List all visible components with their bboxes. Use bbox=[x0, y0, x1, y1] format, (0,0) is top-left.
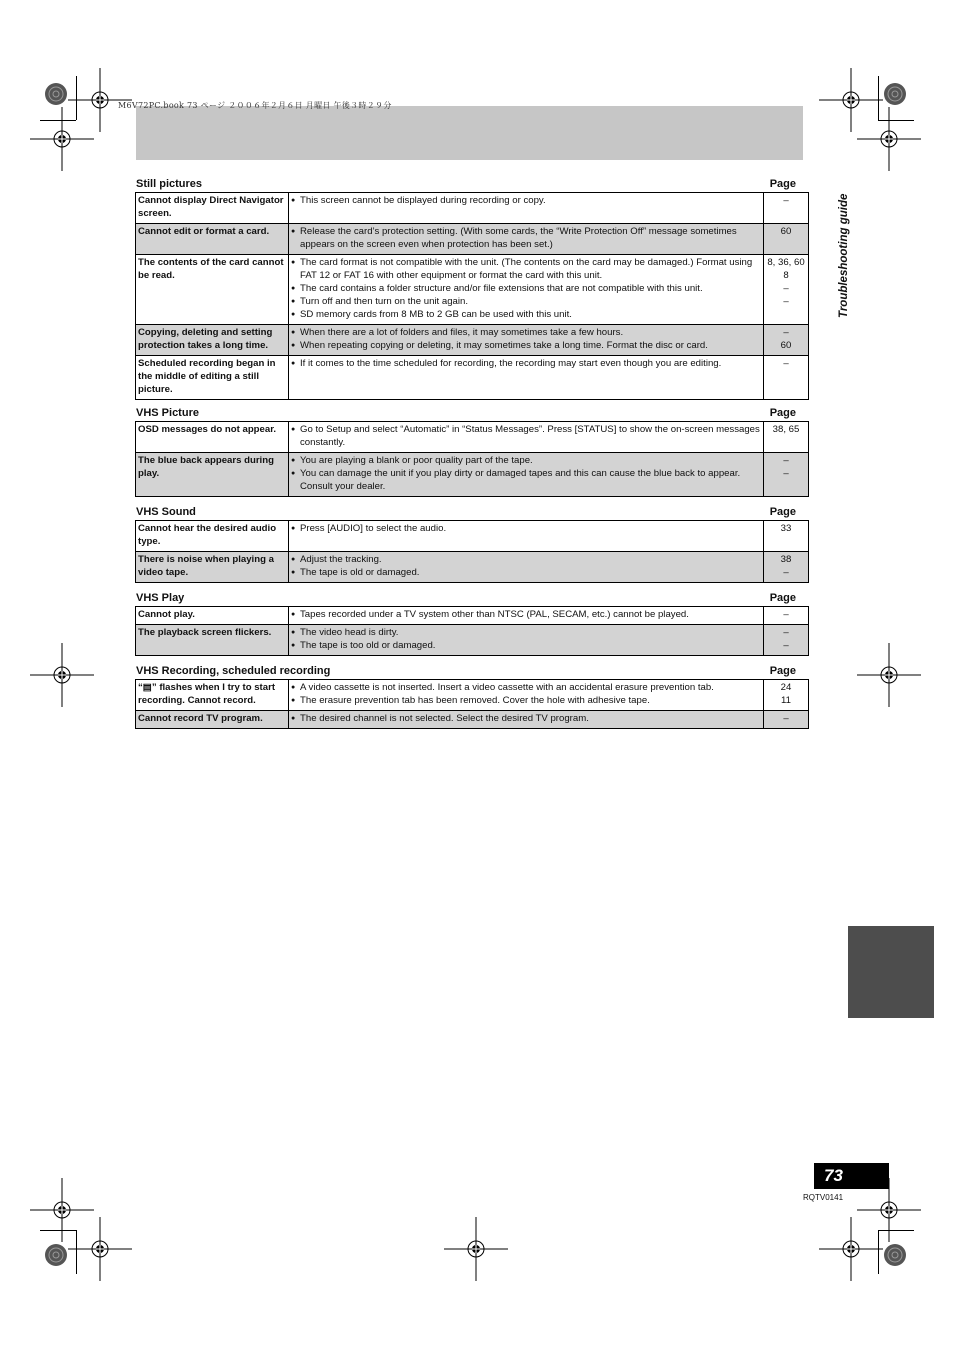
registration-crosshair bbox=[30, 643, 94, 707]
page-column-label: Page bbox=[769, 665, 796, 677]
section-title: VHS Picture bbox=[136, 407, 199, 419]
solution-cell bbox=[289, 422, 764, 453]
solution-item: ● The video head is dirty. bbox=[291, 626, 761, 639]
page-cell bbox=[764, 422, 809, 453]
page-cell bbox=[764, 607, 809, 625]
problem-cell: The contents of the card cannot be read. bbox=[136, 255, 289, 325]
page-cell bbox=[764, 453, 809, 497]
registration-crosshair bbox=[857, 643, 921, 707]
page-reference: – bbox=[783, 640, 789, 651]
page-column-label: Page bbox=[769, 178, 796, 190]
page-reference: 60 bbox=[780, 226, 792, 237]
page-cell bbox=[764, 680, 809, 711]
page-reference: – bbox=[783, 358, 789, 369]
section bbox=[135, 663, 804, 729]
section-header bbox=[135, 405, 804, 421]
page-cell bbox=[764, 625, 809, 656]
table-row bbox=[136, 356, 809, 400]
crop-line bbox=[878, 1230, 879, 1274]
crop-line bbox=[878, 76, 879, 120]
page-cell bbox=[764, 325, 809, 356]
solution-cell bbox=[289, 607, 764, 625]
page-reference: – bbox=[783, 455, 789, 466]
solution-item: ● When there are a lot of folders and files, it may sometimes take a few hours. bbox=[291, 326, 761, 339]
registration-crosshair bbox=[444, 1217, 508, 1281]
page-cell bbox=[764, 224, 809, 255]
page-reference: 33 bbox=[780, 523, 792, 534]
page-reference: 38 bbox=[780, 554, 792, 565]
troubleshooting-table bbox=[135, 192, 809, 400]
table-row bbox=[136, 453, 809, 497]
solution-item: ● The card format is not compatible with the unit. (The contents on the card may be damaged.) Format using FAT 12 or FAT 16 with other equipment or format the card with this unit. bbox=[291, 256, 761, 282]
table-row bbox=[136, 680, 809, 711]
page-cell bbox=[764, 193, 809, 224]
problem-cell: Cannot play. bbox=[136, 607, 289, 625]
page-reference: 8 bbox=[783, 270, 789, 281]
doc-code: RQTV0141 bbox=[803, 1193, 844, 1202]
problem-cell: OSD messages do not appear. bbox=[136, 422, 289, 453]
problem-cell: “▤” flashes when I try to start recording. Cannot record. bbox=[136, 680, 289, 711]
solution-item: ● Go to Setup and select “Automatic” in “Status Messages”. Press [STATUS] to show the on-screen messages constantly. bbox=[291, 423, 761, 449]
solution-cell bbox=[289, 711, 764, 729]
section-header bbox=[135, 504, 804, 520]
page-number: 73 bbox=[814, 1163, 889, 1189]
section bbox=[135, 405, 804, 497]
solution-item: ● Release the card’s protection setting. (With some cards, the “Write Protection Off” message sometimes appears on the screen even when protection has been set.) bbox=[291, 225, 761, 251]
page-reference: 60 bbox=[780, 340, 792, 351]
page-reference: – bbox=[783, 567, 789, 578]
section bbox=[135, 176, 804, 400]
troubleshooting-table bbox=[135, 520, 809, 583]
table-row bbox=[136, 193, 809, 224]
registration-disc bbox=[44, 1243, 68, 1267]
crop-line bbox=[40, 1230, 76, 1231]
solution-item: ● When repeating copying or deleting, it may sometimes take a long time. Format the disc or card. bbox=[291, 339, 761, 352]
solution-cell bbox=[289, 356, 764, 400]
solution-cell bbox=[289, 325, 764, 356]
problem-cell: The playback screen flickers. bbox=[136, 625, 289, 656]
table-row bbox=[136, 607, 809, 625]
problem-cell: Cannot hear the desired audio type. bbox=[136, 521, 289, 552]
solution-item: ● Turn off and then turn on the unit again. bbox=[291, 295, 761, 308]
page-reference: – bbox=[783, 327, 789, 338]
section-title: VHS Sound bbox=[136, 506, 196, 518]
page-reference: – bbox=[783, 283, 789, 294]
page-reference: – bbox=[783, 609, 789, 620]
page-reference: – bbox=[783, 195, 789, 206]
page-cell bbox=[764, 521, 809, 552]
registration-disc bbox=[883, 82, 907, 106]
page-reference: – bbox=[783, 713, 789, 724]
solution-cell bbox=[289, 625, 764, 656]
table-row bbox=[136, 224, 809, 255]
problem-cell: Cannot record TV program. bbox=[136, 711, 289, 729]
problem-cell: Cannot display Direct Navigator screen. bbox=[136, 193, 289, 224]
side-title-text: Troubleshooting guide bbox=[838, 193, 850, 318]
solution-cell bbox=[289, 680, 764, 711]
solution-item: ● The erasure prevention tab has been removed. Cover the hole with adhesive tape. bbox=[291, 694, 761, 707]
registration-crosshair bbox=[857, 1178, 921, 1242]
page-cell bbox=[764, 356, 809, 400]
solution-cell bbox=[289, 552, 764, 583]
table-row bbox=[136, 422, 809, 453]
page-reference: – bbox=[783, 627, 789, 638]
page-cell bbox=[764, 552, 809, 583]
page-reference: – bbox=[783, 296, 789, 307]
header-bar bbox=[136, 106, 803, 160]
solution-item: ● Tapes recorded under a TV system other than NTSC (PAL, SECAM, etc.) cannot be played. bbox=[291, 608, 761, 621]
problem-cell: There is noise when playing a video tape. bbox=[136, 552, 289, 583]
solution-cell bbox=[289, 453, 764, 497]
solution-item: ● The tape is old or damaged. bbox=[291, 566, 761, 579]
solution-item: ● Adjust the tracking. bbox=[291, 553, 761, 566]
page-column-label: Page bbox=[769, 407, 796, 419]
troubleshooting-table bbox=[135, 606, 809, 656]
table-row bbox=[136, 255, 809, 325]
problem-cell: Copying, deleting and setting protection takes a long time. bbox=[136, 325, 289, 356]
crop-line bbox=[40, 120, 76, 121]
troubleshooting-table bbox=[135, 679, 809, 729]
problem-cell: The blue back appears during play. bbox=[136, 453, 289, 497]
solution-item: ● SD memory cards from 8 MB to 2 GB can be used with this unit. bbox=[291, 308, 761, 321]
table-row bbox=[136, 325, 809, 356]
crop-line bbox=[76, 1230, 77, 1274]
problem-cell: Scheduled recording began in the middle of editing a still picture. bbox=[136, 356, 289, 400]
printer-line: M6V72PC.book 73 ページ ２００６年２月６日 月曜日 午後３時２９分 bbox=[118, 101, 392, 110]
page-column-label: Page bbox=[769, 506, 796, 518]
table-row bbox=[136, 711, 809, 729]
section-header bbox=[135, 590, 804, 606]
solution-item: ● The card contains a folder structure and/or file extensions that are not compatible with this unit. bbox=[291, 282, 761, 295]
page-reference: 8, 36, 60 bbox=[767, 257, 805, 268]
crop-line bbox=[878, 120, 914, 121]
section-title: VHS Recording, scheduled recording bbox=[136, 665, 331, 677]
solution-cell bbox=[289, 255, 764, 325]
solution-item: ● If it comes to the time scheduled for recording, the recording may start even though you are editing. bbox=[291, 357, 761, 370]
section-header bbox=[135, 176, 804, 192]
registration-crosshair bbox=[857, 107, 921, 171]
section bbox=[135, 504, 804, 583]
solution-item: ● You can damage the unit if you play dirty or damaged tapes and this can cause the blue back to appear. Consult your dealer. bbox=[291, 467, 761, 493]
page-reference: 11 bbox=[781, 695, 791, 706]
troubleshooting-table bbox=[135, 421, 809, 497]
page-cell bbox=[764, 711, 809, 729]
solution-cell bbox=[289, 521, 764, 552]
registration-disc bbox=[883, 1243, 907, 1267]
solution-item: ● Press [AUDIO] to select the audio. bbox=[291, 522, 761, 535]
section-title: Still pictures bbox=[136, 178, 203, 190]
section-title: VHS Play bbox=[136, 592, 185, 604]
solution-item: ● A video cassette is not inserted. Insert a video cassette with an accidental erasure prevention tab. bbox=[291, 681, 761, 694]
registration-crosshair bbox=[30, 107, 94, 171]
solution-cell bbox=[289, 224, 764, 255]
page-column-label: Page bbox=[769, 592, 796, 604]
side-title bbox=[824, 178, 850, 318]
page-reference: – bbox=[783, 468, 789, 479]
solution-cell bbox=[289, 193, 764, 224]
solution-item: ● This screen cannot be displayed during recording or copy. bbox=[291, 194, 761, 207]
section bbox=[135, 590, 804, 656]
table-row bbox=[136, 552, 809, 583]
solution-item: ● You are playing a blank or poor quality part of the tape. bbox=[291, 454, 761, 467]
crop-line bbox=[76, 76, 77, 120]
registration-crosshair bbox=[30, 1178, 94, 1242]
page-cell bbox=[764, 255, 809, 325]
section-tab bbox=[848, 926, 934, 1018]
table-row bbox=[136, 625, 809, 656]
registration-disc bbox=[44, 82, 68, 106]
page-reference: 38, 65 bbox=[772, 424, 800, 435]
page-reference: 24 bbox=[780, 682, 792, 693]
crop-line bbox=[878, 1230, 914, 1231]
section-header bbox=[135, 663, 804, 679]
table-row bbox=[136, 521, 809, 552]
problem-cell: Cannot edit or format a card. bbox=[136, 224, 289, 255]
solution-item: ● The tape is too old or damaged. bbox=[291, 639, 761, 652]
solution-item: ● The desired channel is not selected. Select the desired TV program. bbox=[291, 712, 761, 725]
